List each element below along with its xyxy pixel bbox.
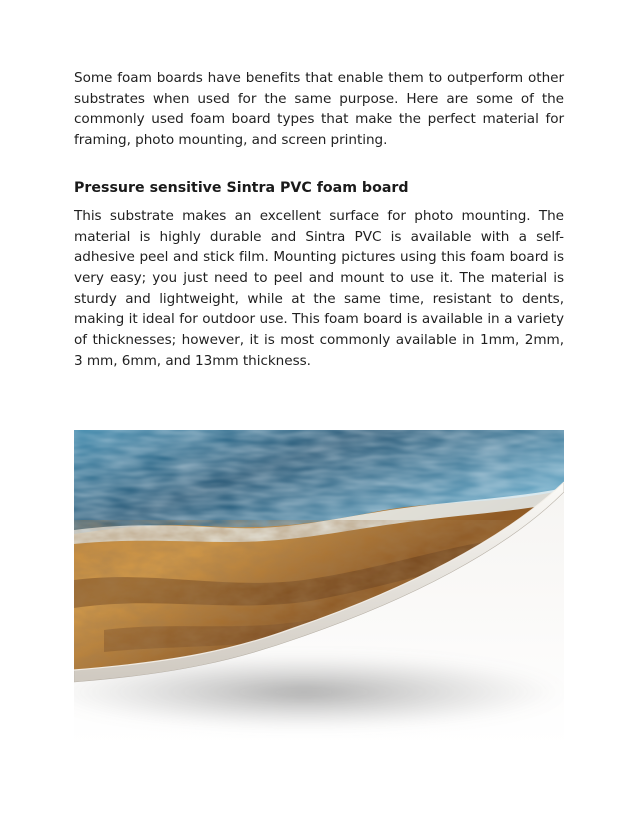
intro-paragraph: Some foam boards have benefits that enable them to outperform other substrates when used for the same purpose. Here are some of the commonly used foam board types that make the perfect material for framing, photo mounting, and screen printing. xyxy=(74,70,564,149)
document-page xyxy=(74,68,564,371)
section-body-paragraph: This substrate makes an excellent surface for photo mounting. The material is highly durable and Sintra PVC is available with a self-adhesive peel and stick film. Mounting pictures using this foam board is very easy; you just need to peel and mount to use it. The material is sturdy and lightweight, while at the same time, resistant to dents, making it ideal for outdoor use. This foam board is available in a variety of thicknesses; however, it is most commonly available in 1mm, 2mm, 3 mm, 6mm, and 13mm thickness. xyxy=(74,207,564,369)
foam-board-photo-illustration xyxy=(74,430,564,747)
foam-board-photo xyxy=(74,430,564,747)
section-heading: Pressure sensitive Sintra PVC foam board xyxy=(74,179,409,196)
